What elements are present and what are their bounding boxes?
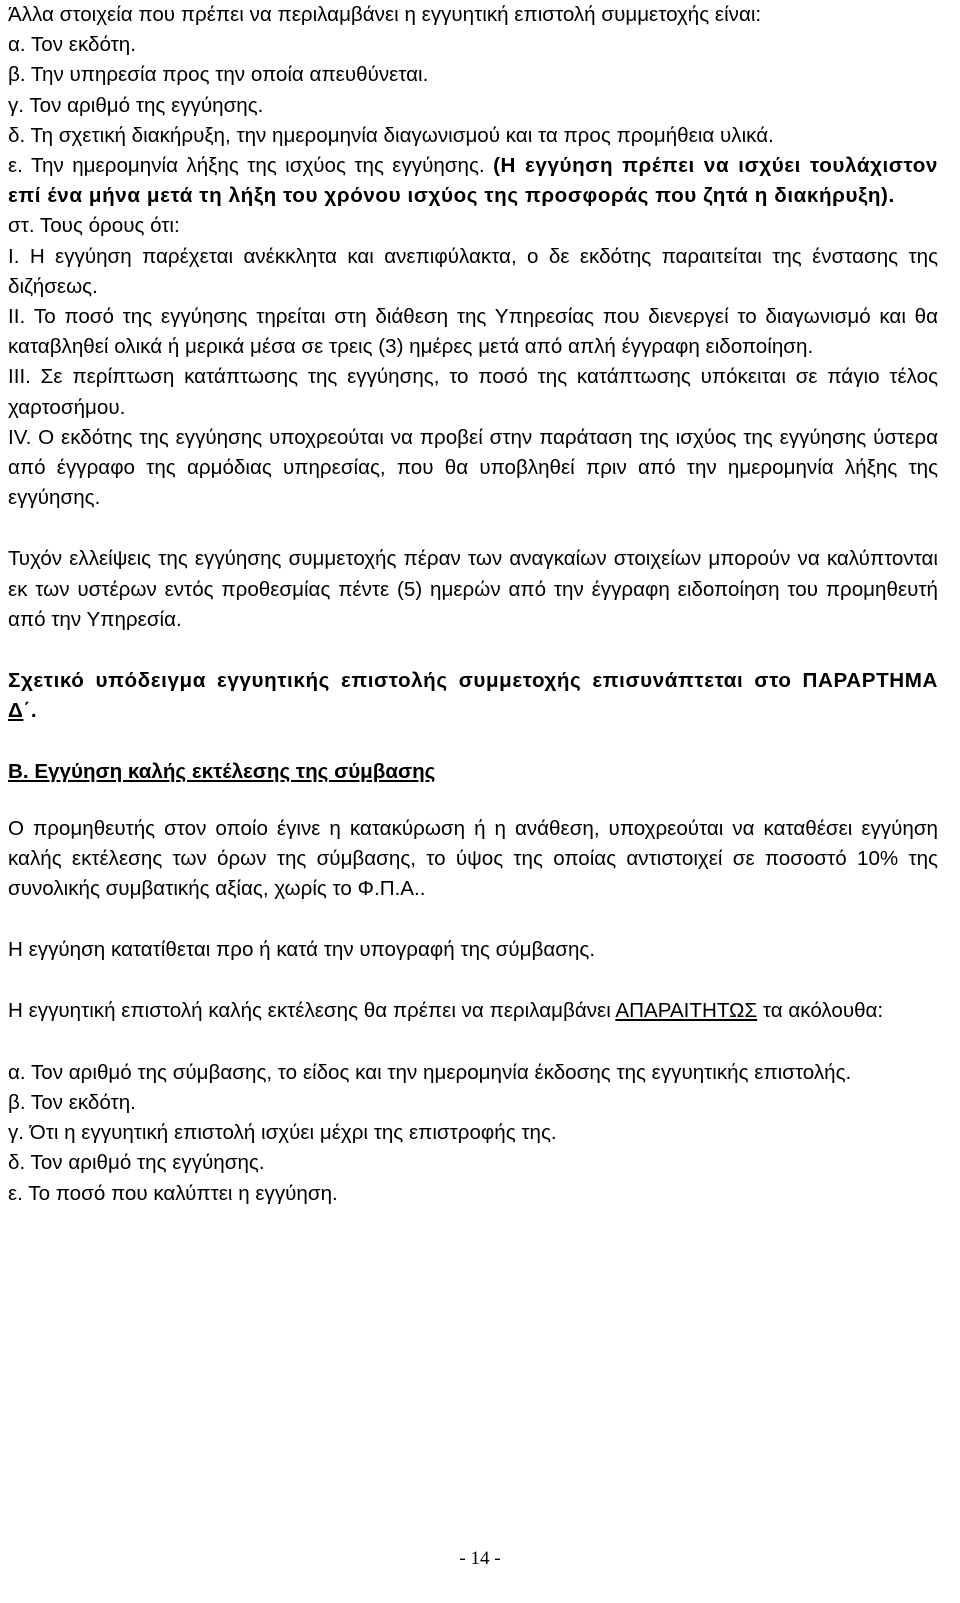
list-item: δ. Τη σχετική διακήρυξη, την ημερομηνία διαγωνισμού και τα προς προμήθεια υλικά. bbox=[8, 123, 774, 147]
list-item-st: στ. Τους όρους ότι: bbox=[8, 214, 180, 238]
document-page bbox=[8, 0, 938, 1209]
list-item: δ. Τον αριθμό της εγγύησης. bbox=[8, 1151, 265, 1175]
section-b-p3-end: τα ακόλουθα: bbox=[757, 999, 884, 1023]
list-item-e-text: ε. Την ημερομηνία λήξης της ισχύος της εγγύησης. bbox=[8, 154, 485, 178]
list-item: γ. Τον αριθμό της εγγύησης. bbox=[8, 93, 264, 117]
term-item: IV. Ο εκδότης της εγγύησης υποχρεούται να προβεί στην παράταση της ισχύος της εγγύησης ύστερα από έγγραφο της αρμόδιας υπηρεσίας, που θα υποβληθεί πριν από την ημερομηνία λήξης της εγγύησης. bbox=[8, 425, 938, 510]
list-item: β. Τον εκδότη. bbox=[8, 1090, 136, 1114]
list-item: α. Τον εκδότη. bbox=[8, 33, 136, 57]
term-item: III. Σε περίπτωση κατάπτωσης της εγγύησης, το ποσό της κατάπτωσης υπόκειται σε πάγιο τέλος χαρτοσήμου. bbox=[8, 365, 938, 419]
sample-note-text: Σχετικό υπόδειγμα εγγυητικής επιστολής συμμετοχής επισυνάπτεται στο ΠΑΡΑΡΤΗΜΑ bbox=[8, 669, 938, 693]
list-item: ε. Το ποσό που καλύπτει η εγγύηση. bbox=[8, 1181, 338, 1205]
section-b-p3-start: Η εγγυητική επιστολή καλής εκτέλεσης θα πρέπει να περιλαμβάνει bbox=[8, 999, 611, 1023]
term-item: I. Η εγγύηση παρέχεται ανέκκλητα και ανεπιφύλακτα, ο δε εκδότης παραιτείται της ένστασης της διζήσεως. bbox=[8, 244, 938, 298]
page-number: - 14 - bbox=[459, 1548, 501, 1569]
section-b-paragraph-3 bbox=[8, 996, 938, 1026]
section-b-paragraph-2: Η εγγύηση κατατίθεται προ ή κατά την υπογραφή της σύμβασης. bbox=[8, 938, 596, 962]
list-item: α. Τον αριθμό της σύμβασης, το είδος και την ημερομηνία έκδοσης της εγγυητικής επιστολής. bbox=[8, 1060, 852, 1084]
sample-note bbox=[8, 666, 938, 726]
sample-note-end: ΄. bbox=[23, 699, 38, 723]
section-b-paragraph-1: Ο προμηθευτής στον οποίο έγινε η κατακύρωση ή η ανάθεση, υποχρεούται να καταθέσει εγγύηση καλής εκτέλεσης των όρων της σύμβασης, το ύψος της οποίας αντιστοιχεί σε ποσοστό 10% της συνολικής συμβατικής αξίας, χωρίς το Φ.Π.Α.. bbox=[8, 816, 938, 901]
term-item: II. Το ποσό της εγγύησης τηρείται στη διάθεση της Υπηρεσίας που διενεργεί το διαγωνισμό και θα καταβληθεί ολικά ή μερικά μέσα σε τρεις (3) ημέρες μετά από απλή έγγραφη ειδοποίηση. bbox=[8, 305, 938, 359]
list-item-e bbox=[8, 151, 938, 211]
section-b-title bbox=[8, 757, 938, 787]
section-b-title-text: Β. Εγγύηση καλής εκτέλεσης της σύμβασης bbox=[8, 760, 436, 784]
mandatory-underlined: ΑΠΑΡΑΙΤΗΤΩΣ bbox=[615, 999, 758, 1023]
list-item: β. Την υπηρεσία προς την οποία απευθύνεται. bbox=[8, 63, 429, 87]
validity-note-bold: (Η εγγύηση πρέπει να ισχύει τουλάχιστον επί ένα μήνα μετά τη λήξη του χρόνου ισχύος της προσφοράς που ζητά η διακήρυξη). bbox=[8, 154, 938, 208]
appendix-letter: Δ bbox=[8, 699, 24, 723]
list-item: γ. Ότι η εγγυητική επιστολή ισχύει μέχρι της επιστροφής της. bbox=[8, 1121, 557, 1145]
deficiencies-paragraph: Τυχόν ελλείψεις της εγγύησης συμμετοχής πέραν των αναγκαίων στοιχείων μπορούν να καλύπτονται εκ των υστέρων εντός προθεσμίας πέντε (5) ημερών από την έγγραφη ειδοποίηση του προμηθευτή από την Υπηρεσία. bbox=[8, 547, 938, 631]
intro-paragraph: Άλλα στοιχεία που πρέπει να περιλαμβάνει η εγγυητική επιστολή συμμετοχής είναι: bbox=[8, 3, 762, 26]
